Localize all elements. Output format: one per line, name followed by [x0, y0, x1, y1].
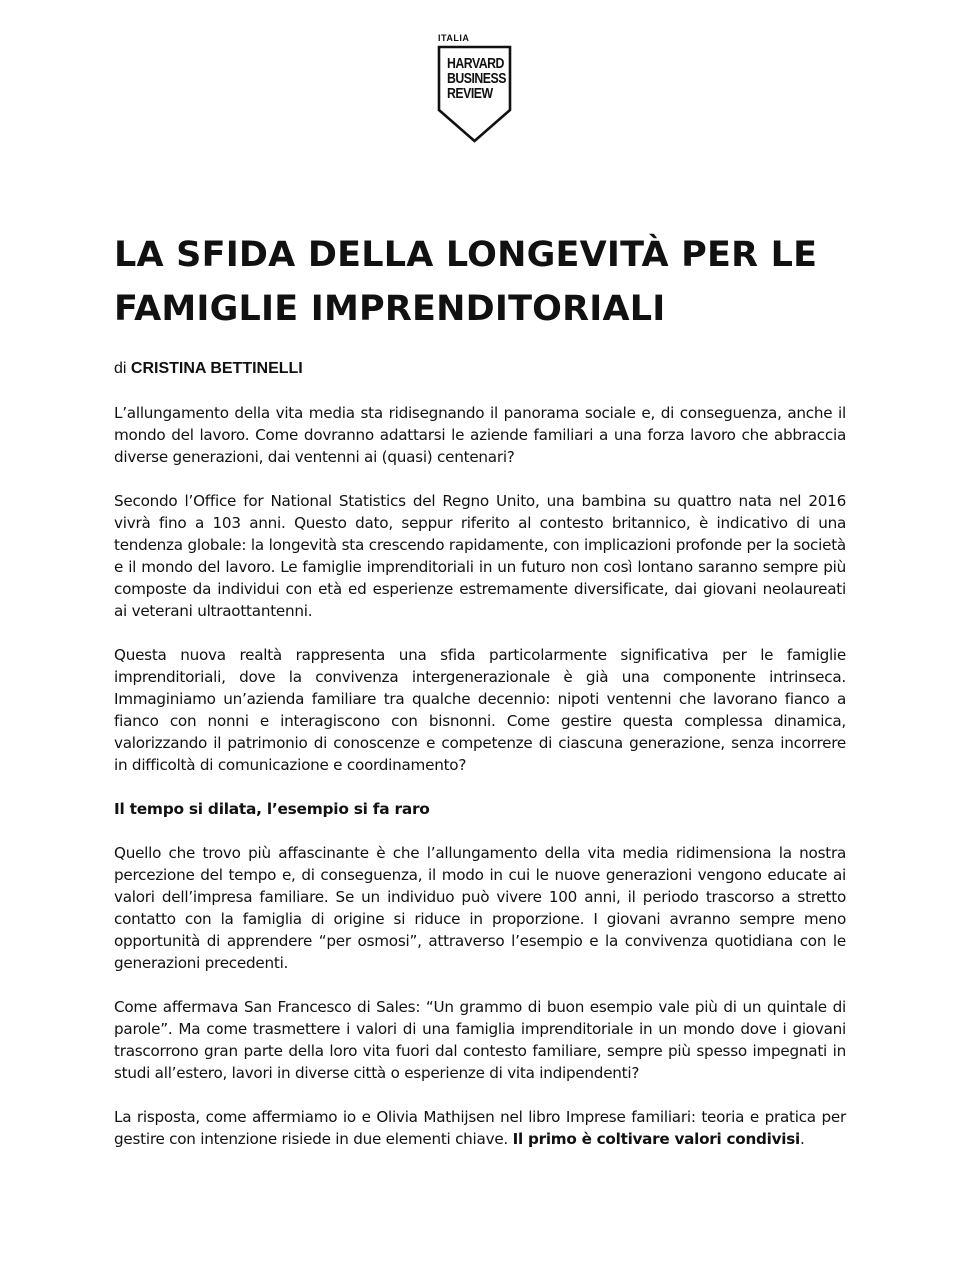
body-paragraph: Quello che trovo più affascinante è che l’allungamento della vita media ridimensiona la nostra percezione del tempo e, di conseguenza, il modo in cui le nuove generazioni vengono educate ai valori dell’impresa familiare. Se un individuo può vivere 100 anni, il periodo trascorso a stretto contatto con la famiglia di origine si riduce in proporzione. I giovani avranno sempre meno opportunità di apprendere “per osmosi”, attraverso l’esempio e la convivenza quotidiana con le generazioni precedenti. [114, 844, 846, 972]
article-body [114, 402, 846, 1172]
logo-line: BUSINESS [447, 70, 506, 87]
closing-period: . [799, 1130, 805, 1148]
closing-bold-text: Il primo è coltivare valori condivisi [512, 1130, 800, 1148]
byline-author: CRISTINA BETTINELLI [130, 360, 303, 377]
logo-country-label: ITALIA [438, 33, 470, 43]
logo-wordmark [447, 56, 506, 101]
section-heading: Il tempo si dilata, l’esempio si fa raro [114, 800, 430, 818]
body-paragraph: L’allungamento della vita media sta ridisegnando il panorama sociale e, di conseguenza, anche il mondo del lavoro. Come dovranno adattarsi le aziende familiari a una forza lavoro che abbraccia diverse generazioni, dai ventenni ai (quasi) centenari? [114, 404, 846, 466]
logo-line: HARVARD [447, 55, 504, 72]
body-paragraph: Secondo l’Office for National Statistics del Regno Unito, una bambina su quattro nata nel 2016 vivrà fino a 103 anni. Questo dato, seppur riferito al contesto britannico, è indicativo di una tendenza globale: la longevità sta crescendo rapidamente, con implicazioni profonde per la società e il mondo del lavoro. Le famiglie imprenditoriali in un futuro non così lontano saranno sempre più composte da individui con età ed esperienze estremamente diversificate, dai giovani neolaureati ai veterani ultraottantenni. [114, 492, 846, 620]
byline [114, 360, 303, 378]
body-paragraph: Come affermava San Francesco di Sales: “Un grammo di buon esempio vale più di un quintale di parole”. Ma come trasmettere i valori di una famiglia imprenditoriale in un mondo dove i giovani trascorrono gran parte della loro vita fuori dal contesto familiare, sempre più spesso impegnati in studi all’estero, lavori in diverse città o esperienze di vita indipendenti? [114, 998, 846, 1082]
body-paragraph: Questa nuova realtà rappresenta una sfida particolarmente significativa per le famiglie imprenditoriali, dove la convivenza intergenerazionale è già una componente intrinseca. Immaginiamo un’azienda familiare tra qualche decennio: nipoti ventenni che lavorano fianco a fianco con nonni e interagiscono con bisnonni. Come gestire questa complessa dinamica, valorizzando il patrimonio di conoscenze e competenze di ciascuna generazione, senza incorrere in difficoltà di comunicazione e coordinamento? [114, 646, 846, 774]
closing-text: La risposta, come affermiamo io e Olivia Mathijsen nel libro Imprese familiari: teoria e pratica per gestire con intenzione risiede in due elementi chiave. [114, 1108, 846, 1148]
logo-line: REVIEW [447, 85, 493, 102]
hbr-italia-logo [436, 30, 526, 145]
byline-prefix: di [114, 360, 127, 377]
closing-paragraph [114, 1106, 846, 1150]
article-title: LA SFIDA DELLA LONGEVITÀ PER LE FAMIGLIE IMPRENDITORIALI [114, 235, 818, 329]
